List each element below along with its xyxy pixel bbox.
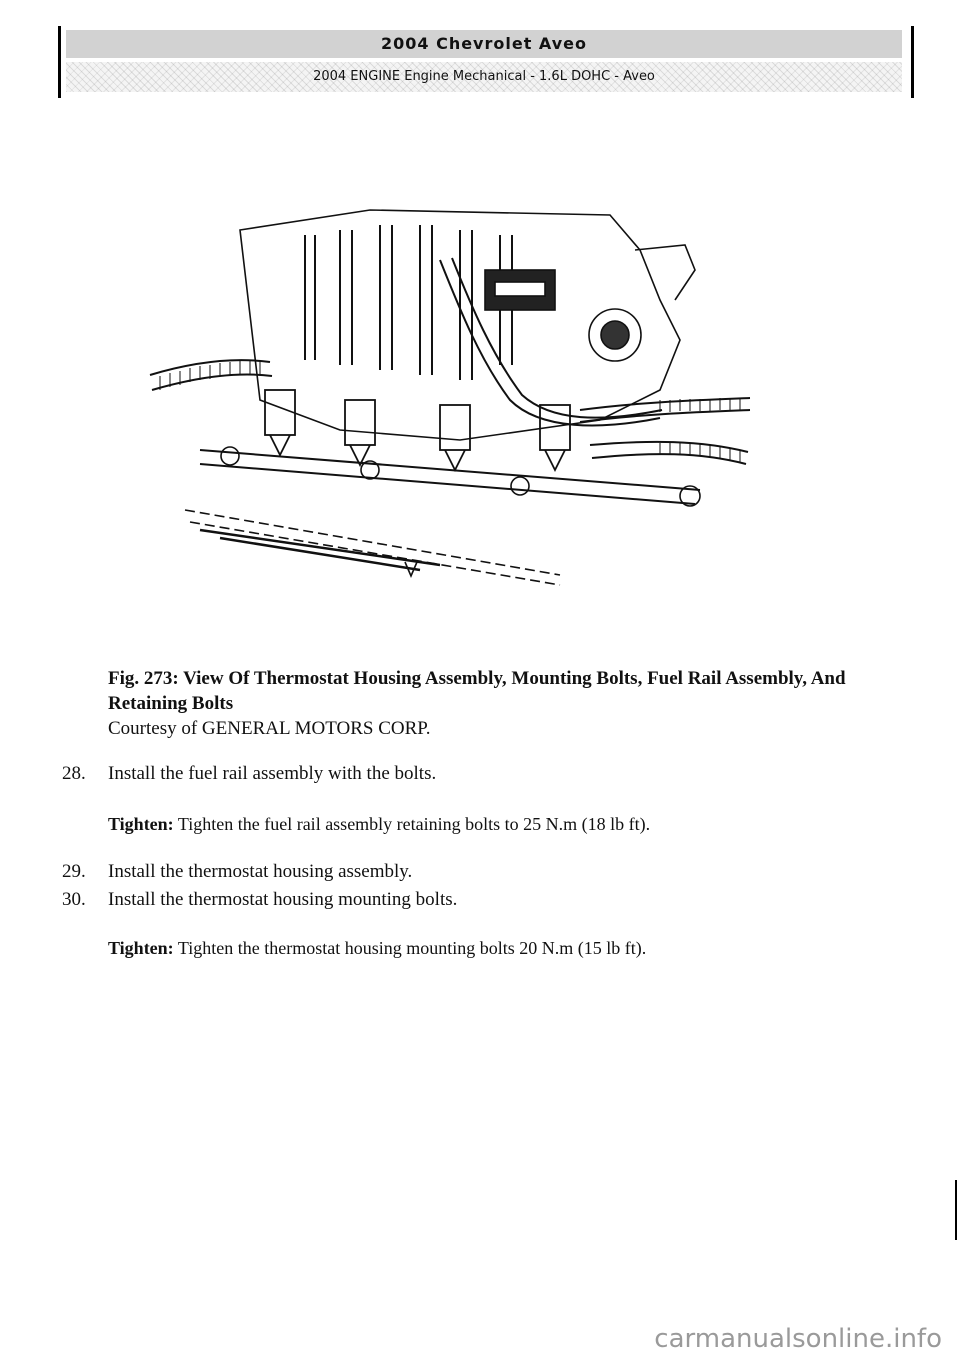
step-number: 30. (62, 889, 86, 910)
step-28 (62, 762, 862, 786)
torque-spec-thermostat (108, 936, 868, 960)
torque-label: Tighten: (108, 938, 174, 958)
torque-label: Tighten: (108, 814, 174, 834)
figure-caption (108, 666, 868, 741)
document-title: 2004 Chevrolet Aveo (66, 30, 902, 58)
watermark: carmanualsonline.info (654, 1324, 942, 1354)
torque-text: Tighten the thermostat housing mounting bolts 20 N.m (15 lb ft). (177, 938, 647, 958)
engine-diagram (140, 190, 760, 590)
figure-caption-text: Fig. 273: View Of Thermostat Housing Assembly, Mounting Bolts, Fuel Rail Assembly, And Retaining Bolts (108, 668, 846, 714)
step-text: Install the fuel rail assembly with the bolts. (108, 763, 437, 784)
step-number: 28. (62, 763, 86, 784)
torque-text: Tighten the fuel rail assembly retaining bolts to 25 N.m (18 lb ft). (177, 814, 651, 834)
step-29 (62, 860, 862, 884)
step-number: 29. (62, 861, 86, 882)
figure-credit: Courtesy of GENERAL MOTORS CORP. (108, 718, 431, 739)
torque-spec-fuel-rail (108, 812, 868, 836)
page-edge-rule (955, 1180, 957, 1240)
document-subtitle: 2004 ENGINE Engine Mechanical - 1.6L DOHC - Aveo (66, 62, 902, 92)
step-text: Install the thermostat housing assembly. (108, 861, 413, 882)
step-30 (62, 888, 862, 912)
step-text: Install the thermostat housing mounting bolts. (108, 889, 458, 910)
